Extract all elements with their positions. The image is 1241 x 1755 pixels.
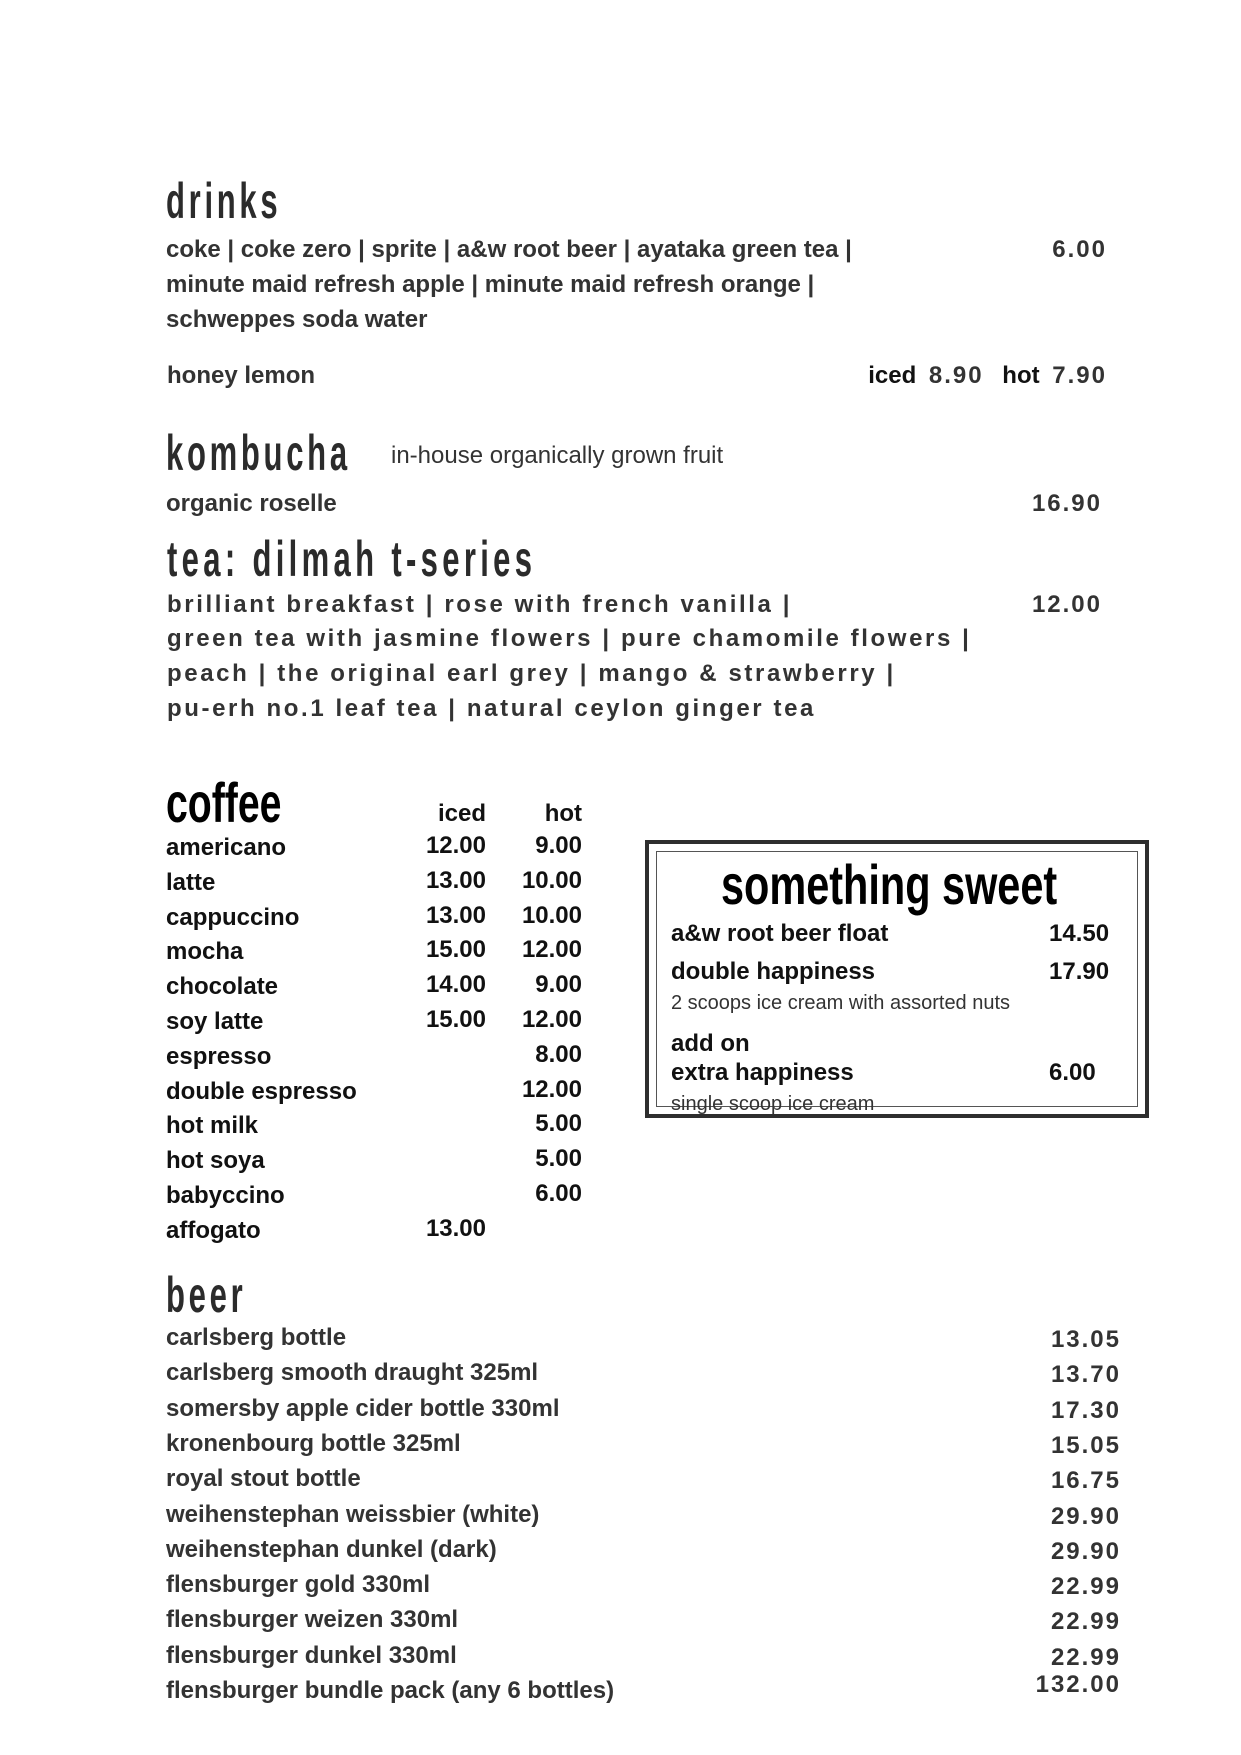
addon-price: 6.00 — [1049, 1059, 1096, 1086]
sweet-item-2-name: double happiness — [671, 958, 876, 985]
beer-item-price: 13.05 — [1050, 1326, 1121, 1353]
drinks-price: 6.00 — [1052, 236, 1107, 263]
coffee-item-name: mocha — [166, 938, 244, 966]
kombucha-item: organic roselle — [166, 490, 337, 517]
coffee-item-iced-price: 13.00 — [425, 901, 486, 929]
coffee-item-name: babyccino — [166, 1182, 285, 1209]
coffee-item-iced-price: 12.00 — [425, 832, 486, 859]
coffee-item-name: americano — [166, 834, 287, 861]
coffee-item-iced-price: 14.00 — [425, 971, 486, 999]
hot-label: hot — [1002, 362, 1040, 389]
beer-item-name: carlsberg bottle — [166, 1324, 347, 1351]
section-title-beer — [166, 1266, 296, 1324]
coffee-item-name: affogato — [166, 1216, 261, 1244]
drinks-line-2: minute maid refresh apple | minute maid refresh orange | — [166, 271, 815, 298]
beer-item-price: 15.05 — [1050, 1431, 1121, 1459]
drinks-title-text: drinks — [166, 173, 282, 229]
addon-name: extra happiness — [671, 1059, 854, 1086]
coffee-item-iced-price: 13.00 — [425, 1214, 486, 1242]
coffee-item-name: double espresso — [166, 1077, 357, 1105]
coffee-item-name: cappuccino — [166, 903, 300, 931]
beer-item-price: 29.90 — [1050, 1502, 1121, 1530]
kombucha-price: 16.90 — [1031, 490, 1102, 517]
coffee-item-hot-price: 10.00 — [521, 866, 582, 894]
coffee-item-hot-price: 12.00 — [521, 936, 582, 964]
beer-item-price: 22.99 — [1050, 1608, 1121, 1636]
beer-item-name: flensburger weizen 330ml — [166, 1606, 459, 1634]
tea-line-3: peach | the original earl grey | mango & strawberry | — [167, 660, 896, 687]
beer-title-text: beer — [166, 1267, 247, 1323]
iced-label: iced — [868, 362, 917, 389]
tea-line-2: green tea with jasmine flowers | pure chamomile flowers | — [167, 625, 972, 652]
coffee-item-iced-price: 15.00 — [425, 1006, 486, 1033]
coffee-item-hot-price: 5.00 — [535, 1110, 582, 1138]
addon-label: add on — [671, 1030, 750, 1057]
kombucha-title-text: kombucha — [166, 425, 351, 481]
section-title-kombucha — [166, 424, 386, 482]
iced-price: 8.90 — [928, 362, 984, 389]
hot-price: 7.90 — [1052, 362, 1107, 389]
coffee-item-hot-price: 10.00 — [521, 901, 582, 929]
tea-line-1: brilliant breakfast | rose with french vanilla | — [167, 591, 793, 618]
coffee-item-iced-price: 15.00 — [425, 936, 486, 964]
tea-price: 12.00 — [1031, 591, 1102, 618]
addon-desc: single scoop ice cream — [671, 1093, 875, 1115]
beer-item-price: 13.70 — [1050, 1361, 1121, 1389]
coffee-item-iced-price: 13.00 — [425, 866, 486, 894]
beer-item-name: weihenstephan weissbier (white) — [166, 1500, 540, 1528]
kombucha-subtitle: in-house organically grown fruit — [391, 442, 724, 469]
coffee-title-text: coffee — [166, 771, 282, 834]
sweet-title — [721, 852, 1175, 917]
coffee-item-hot-price: 12.00 — [521, 1006, 582, 1033]
beer-item-price: 22.99 — [1050, 1643, 1121, 1671]
coffee-col-iced: iced — [437, 800, 486, 827]
coffee-item-name: hot milk — [166, 1112, 259, 1140]
beer-item-name: flensburger dunkel 330ml — [166, 1641, 457, 1669]
sweet-item-1-name: a&w root beer float — [671, 920, 889, 947]
beer-item-name: weihenstephan dunkel (dark) — [166, 1535, 497, 1563]
tea-line-4: pu-erh no.1 leaf tea | natural ceylon ginger tea — [167, 695, 816, 722]
something-sweet-box — [645, 840, 1149, 1118]
beer-item-price: 29.90 — [1050, 1537, 1121, 1565]
sweet-item-2-price: 17.90 — [1049, 958, 1110, 985]
section-title-drinks — [166, 172, 352, 230]
section-title-coffee — [166, 770, 331, 835]
coffee-item-hot-price: 6.00 — [535, 1180, 582, 1207]
beer-item-price: 17.30 — [1050, 1396, 1121, 1424]
drinks-line-1: coke | coke zero | sprite | a&w root beer | ayataka green tea | — [166, 236, 852, 263]
sweet-title-text: something sweet — [721, 853, 1058, 916]
beer-item-name: flensburger gold 330ml — [166, 1571, 431, 1599]
honey-lemon-name: honey lemon — [167, 362, 316, 389]
coffee-col-hot: hot — [544, 800, 582, 827]
beer-item-name: carlsberg smooth draught 325ml — [166, 1359, 539, 1387]
drinks-line-3: schweppes soda water — [166, 306, 428, 333]
coffee-item-hot-price: 5.00 — [535, 1145, 582, 1173]
tea-title-text: tea: dilmah t-series — [167, 531, 537, 587]
beer-item-name: somersby apple cider bottle 330ml — [166, 1394, 560, 1422]
coffee-item-name: latte — [166, 868, 216, 896]
sweet-item-1-price: 14.50 — [1049, 920, 1110, 947]
beer-item-price: 16.75 — [1050, 1467, 1121, 1495]
coffee-item-hot-price: 12.00 — [521, 1075, 582, 1103]
coffee-item-hot-price: 8.00 — [535, 1040, 582, 1068]
beer-item-name: royal stout bottle — [166, 1465, 361, 1493]
beer-item-price: 22.99 — [1050, 1573, 1121, 1601]
coffee-item-name: soy latte — [166, 1008, 264, 1035]
beer-item-price: 132.00 — [1035, 1671, 1121, 1698]
honey-lemon-prices — [868, 362, 1107, 390]
coffee-item-hot-price: 9.00 — [535, 832, 582, 859]
coffee-item-name: chocolate — [166, 973, 279, 1001]
sweet-item-2-desc: 2 scoops ice cream with assorted nuts — [671, 992, 1011, 1014]
coffee-item-name: hot soya — [166, 1147, 265, 1175]
beer-item-name: kronenbourg bottle 325ml — [166, 1429, 461, 1457]
coffee-item-hot-price: 9.00 — [535, 971, 582, 999]
coffee-item-name: espresso — [166, 1042, 272, 1070]
section-title-tea — [167, 530, 763, 588]
beer-item-name: flensburger bundle pack (any 6 bottles) — [166, 1677, 615, 1704]
